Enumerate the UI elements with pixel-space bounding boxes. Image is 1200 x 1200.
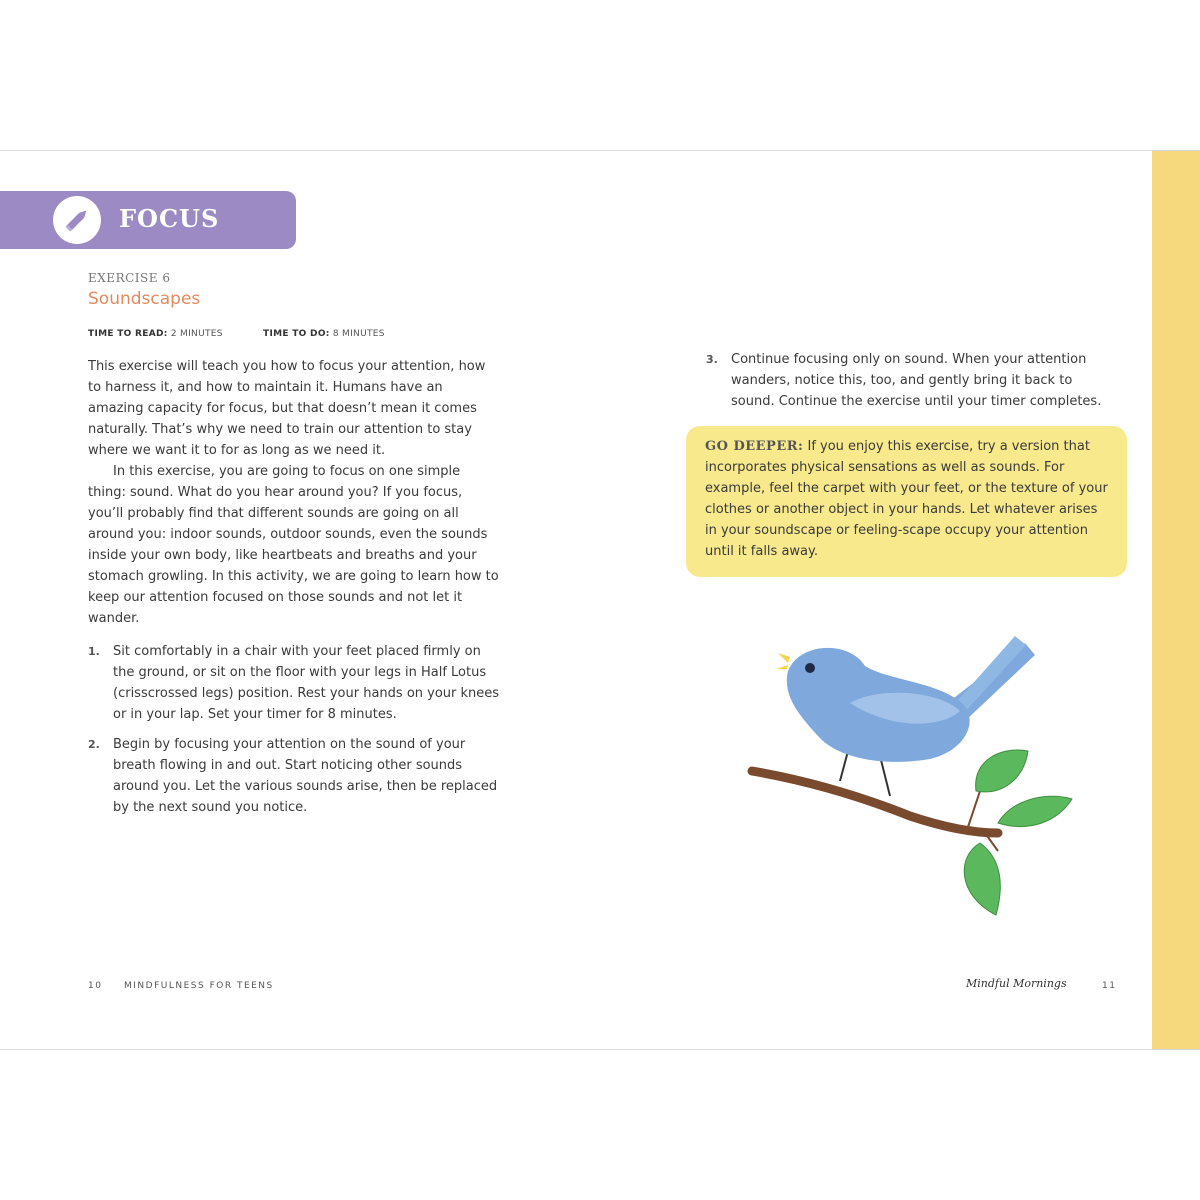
steps-list-continued (706, 349, 1116, 412)
callout-text: If you enjoy this exercise, try a version that incorporates physical sensations as well as sounds. For example, feel the carpet with your feet, or the texture of your clothes or another object in your hands. Let whatever arises in your soundscape or feeling-scape occupy your attention until it falls away. (705, 439, 1108, 559)
step-text: Begin by focusing your attention on the sound of your breath flowing in and out. Start noticing other sounds around you. Let the various sounds arise, then be replaced by the next sound you notice. (113, 737, 498, 815)
list-item (88, 734, 500, 818)
callout-lead: GO DEEPER: (705, 439, 804, 454)
banner-label: FOCUS (119, 204, 220, 233)
footer-left-title: MINDFULNESS FOR TEENS (124, 981, 274, 991)
banner-icon-circle (53, 196, 101, 244)
step-text: Sit comfortably in a chair with your feet placed firmly on the ground, or sit on the floor with your legs in Half Lotus (crisscrossed legs) position. Rest your hands on your knees or in your lap. Set your timer for 8 minutes. (113, 644, 500, 722)
go-deeper-callout (686, 426, 1127, 577)
branch-shape (752, 771, 998, 833)
leaf-shape (964, 843, 1000, 915)
step-number: 3. (706, 353, 718, 366)
leaf-shape (976, 750, 1028, 792)
list-item (88, 641, 500, 725)
bird-leg (880, 756, 890, 796)
footer-right-title: Mindful Mornings (966, 977, 1067, 990)
list-item (706, 349, 1116, 412)
page-edge-strip (1152, 151, 1200, 1049)
pencil-icon (61, 204, 93, 236)
time-to-do (263, 329, 385, 339)
bird-on-branch-illustration (740, 611, 1080, 921)
exercise-number: EXERCISE 6 (88, 271, 171, 285)
step-number: 1. (88, 645, 100, 658)
bird-beak (778, 653, 790, 663)
step-number: 2. (88, 738, 100, 751)
focus-banner (0, 191, 296, 249)
bird-eye (805, 663, 815, 673)
leaf-shape (998, 796, 1072, 826)
left-column (88, 356, 500, 818)
steps-list (88, 641, 500, 818)
right-column (706, 349, 1116, 412)
footer-left-page: 10 (88, 981, 103, 991)
bird-leg (840, 751, 848, 781)
book-spread (0, 150, 1200, 1050)
footer-right-page: 11 (1102, 981, 1117, 991)
time-to-do-label: TIME TO DO: (263, 329, 330, 339)
time-to-read (88, 329, 223, 339)
time-to-do-value: 8 MINUTES (332, 329, 385, 339)
step-text: Continue focusing only on sound. When your attention wanders, notice this, too, and gently bring it back to sound. Continue the exercise until your timer completes. (731, 352, 1102, 409)
time-to-read-label: TIME TO READ: (88, 329, 168, 339)
bird-beak (776, 665, 788, 669)
exercise-title: Soundscapes (88, 289, 201, 309)
bird-tail (952, 636, 1026, 715)
time-to-read-value: 2 MINUTES (170, 329, 223, 339)
intro-paragraph: This exercise will teach you how to focus your attention, how to harness it, and how to maintain it. Humans have an amazing capacity for focus, but that doesn’t mean it comes naturally. That’s why we need to train our attention to stay where we want it to for as long as we need it. (88, 359, 486, 458)
body-paragraph: In this exercise, you are going to focus on one simple thing: sound. What do you hear around you? If you focus, you’ll probably find that different sounds are going on all around you: indoor sounds, outdoor sounds, even the sounds inside your own body, like heartbeats and breaths and your stomach growling. In this activity, we are going to learn how to keep our attention focused on those sounds and not let it wander. (88, 464, 499, 626)
